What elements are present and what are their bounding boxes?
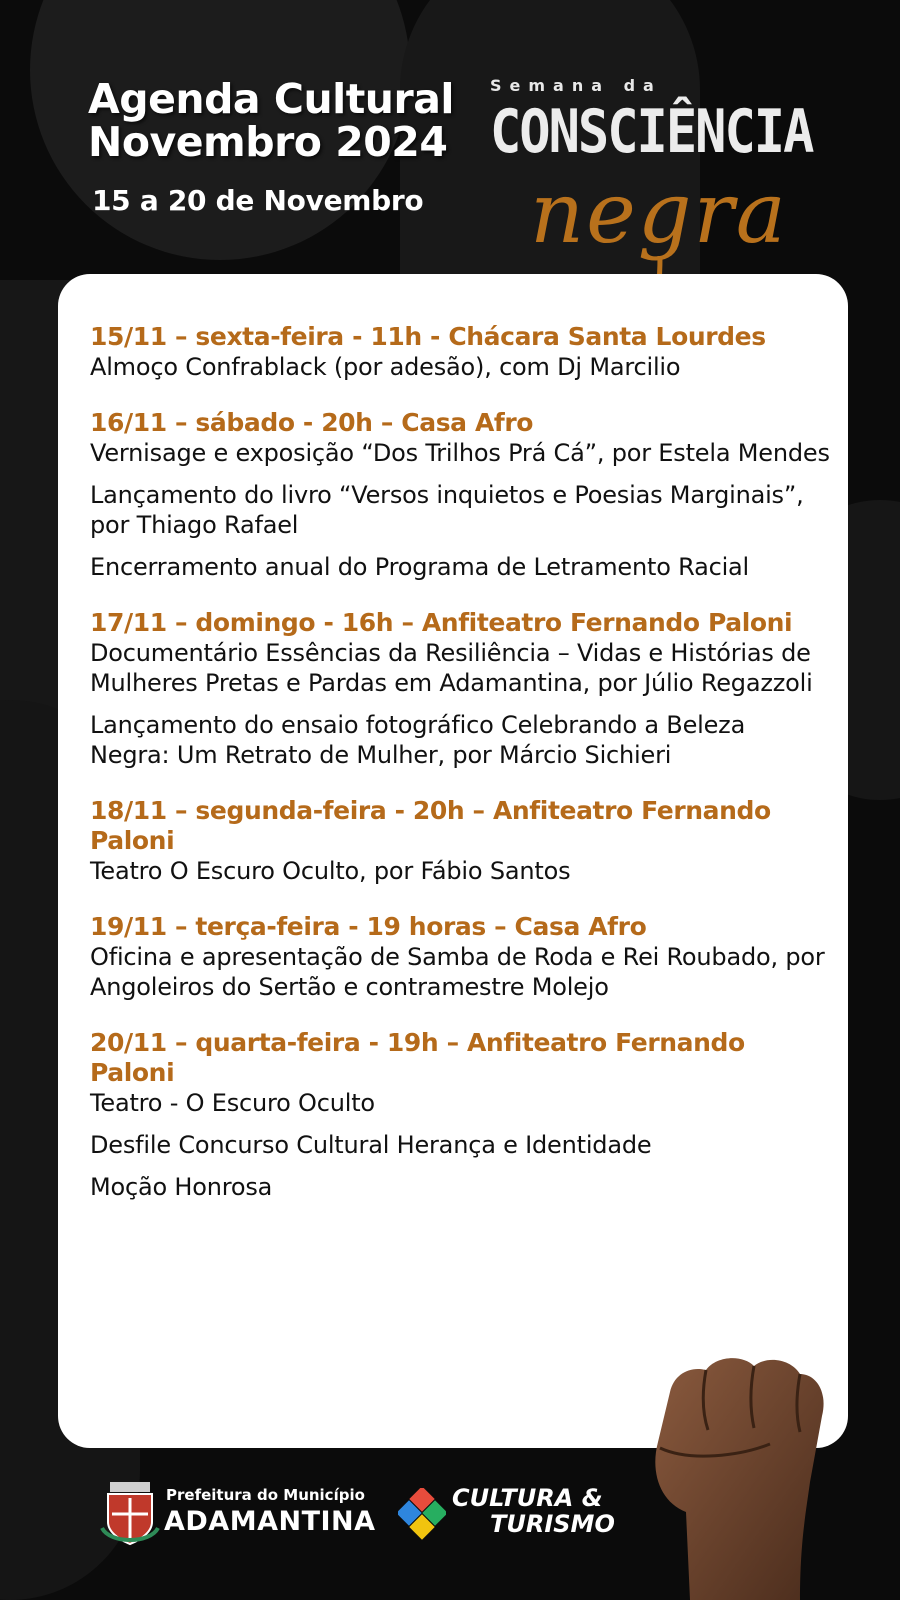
- event-description: Moção Honrosa: [90, 1173, 273, 1201]
- event-description: Teatro - O Escuro Oculto: [90, 1089, 375, 1117]
- event-description: Teatro O Escuro Oculto, por Fábio Santos: [90, 857, 571, 885]
- event-block: [90, 608, 830, 770]
- event-block: [90, 408, 830, 582]
- event-heading: 15/11 – sexta-feira - 11h - Chácara Santa Lourdes: [90, 322, 766, 351]
- event-list: [90, 322, 830, 1228]
- prefeitura-label: Prefeitura do Município: [166, 1486, 365, 1504]
- consciencia-negra-logo: [490, 76, 840, 306]
- turismo-label: TURISMO: [490, 1510, 615, 1538]
- agenda-card: [58, 274, 848, 1448]
- page-title-line2: Novembro 2024: [88, 118, 448, 166]
- event-heading: 20/11 – quarta-feira - 19h – Anfiteatro Fernando Paloni: [90, 1028, 745, 1087]
- event-description: Oficina e apresentação de Samba de Roda e Rei Roubado, por Angoleiros do Sertão e contramestre Molejo: [90, 943, 825, 1001]
- event-description: Desfile Concurso Cultural Herança e Identidade: [90, 1131, 652, 1159]
- event-description: Vernisage e exposição “Dos Trilhos Prá Cá”, por Estela Mendes: [90, 439, 830, 467]
- logo-consciencia-text: CONSCIÊNCIA: [490, 98, 813, 167]
- event-block: [90, 796, 830, 886]
- event-heading: 18/11 – segunda-feira - 20h – Anfiteatro Fernando Paloni: [90, 796, 771, 855]
- event-heading: 16/11 – sábado - 20h – Casa Afro: [90, 408, 534, 437]
- event-description: Lançamento do ensaio fotográfico Celebrando a Beleza Negra: Um Retrato de Mulher, por Márcio Sichieri: [90, 711, 746, 769]
- logo-semana-text: Semana da: [490, 76, 662, 95]
- event-block: [90, 912, 830, 1002]
- event-description: Encerramento anual do Programa de Letramento Racial: [90, 553, 750, 581]
- prefeitura-name: ADAMANTINA: [164, 1506, 376, 1537]
- event-heading: 17/11 – domingo - 16h – Anfiteatro Fernando Paloni: [90, 608, 793, 637]
- cultura-turismo-logo-icon: [398, 1488, 446, 1540]
- cultura-label: CULTURA &: [452, 1484, 603, 1512]
- event-block: [90, 1028, 830, 1202]
- event-description: Lançamento do livro “Versos inquietos e Poesias Marginais”, por Thiago Rafael: [90, 481, 804, 539]
- event-block: [90, 322, 830, 382]
- date-range: 15 a 20 de Novembro: [92, 184, 424, 217]
- municipal-crest-icon: [100, 1478, 160, 1548]
- event-heading: 19/11 – terça-feira - 19 horas – Casa Afro: [90, 912, 647, 941]
- footer: [100, 1478, 700, 1558]
- logo-negra-text: negra: [530, 164, 788, 262]
- event-description: Documentário Essências da Resiliência – Vidas e Histórias de Mulheres Pretas e Pardas em Adamantina, por Júlio Regazzoli: [90, 639, 813, 697]
- fist-icon: [650, 1352, 830, 1600]
- page-title-block: [88, 75, 468, 217]
- page-title-line1: Agenda Cultural: [88, 75, 454, 123]
- event-description: Almoço Confrablack (por adesão), com Dj Marcilio: [90, 353, 681, 381]
